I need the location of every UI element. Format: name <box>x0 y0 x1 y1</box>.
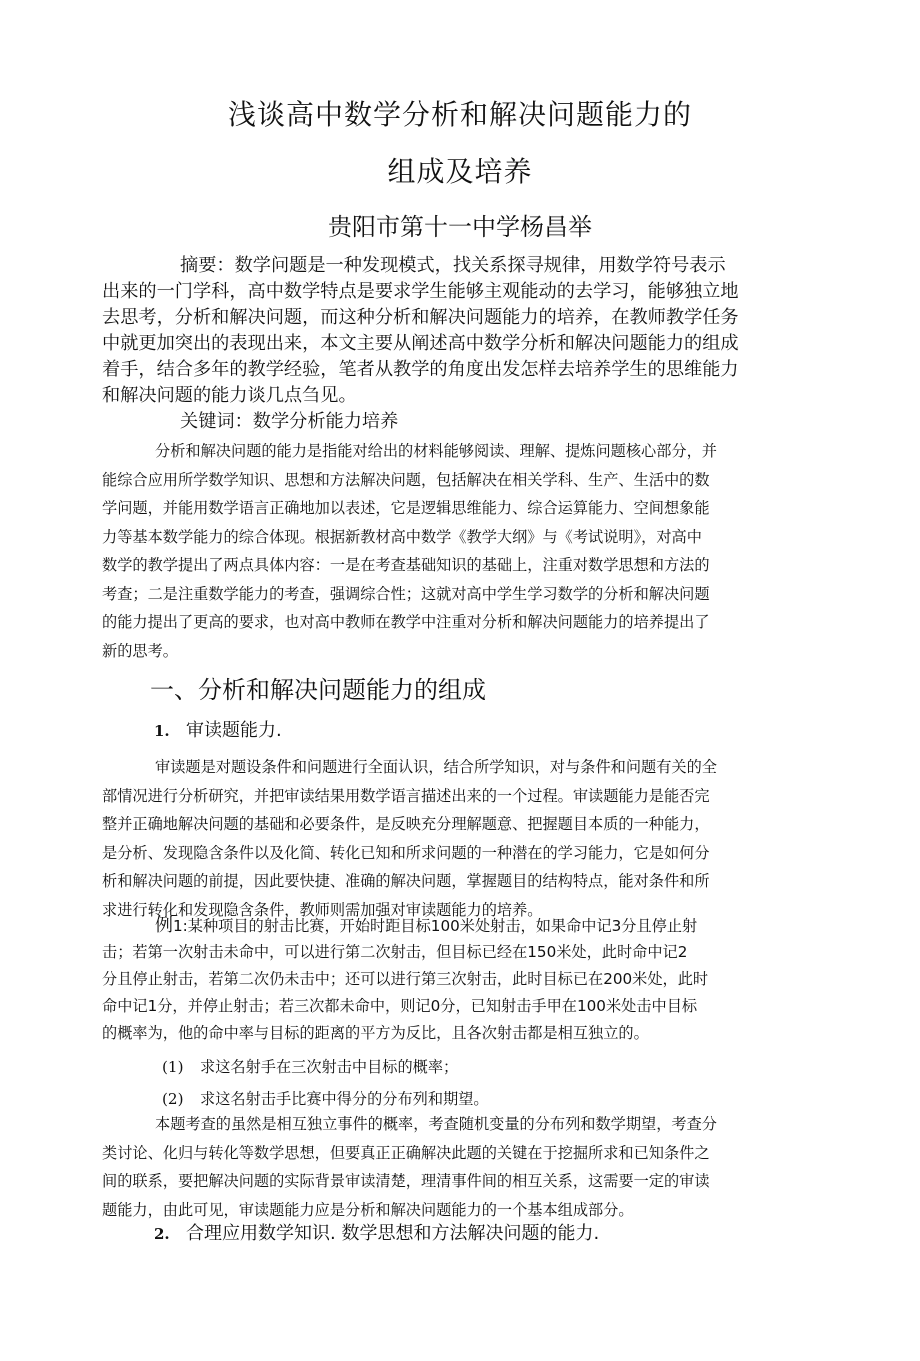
title-line-2: 组成及培养 <box>387 155 533 188</box>
question-number: (1) <box>162 1058 184 1076</box>
subsection-number: 1. <box>154 722 170 740</box>
paragraph-line: 间的联系，要把解决问题的实际背景审读清楚，理清事件间的相互关系，这需要一定的审读 <box>102 1172 710 1190</box>
abstract-line: 出来的一门学科，高中数学特点是要求学生能够主观能动的去学习，能够独立地 <box>102 281 739 302</box>
paragraph-line: 考查；二是注重数学能力的考查，强调综合性；这就对高中学生学习数学的分析和解决问题 <box>102 584 710 603</box>
example-line: 命中记1分，并停止射击；若三次都未命中，则记0分，已知射击手甲在100米处击中目标 <box>102 997 698 1015</box>
example-line <box>102 912 802 939</box>
subsection-title: 审读题能力. <box>186 720 282 741</box>
example-line: 的概率为，他的命中率与目标的距离的平方为反比，且各次射击都是相互独立的。 <box>102 1024 649 1042</box>
example-line: 击；若第一次射击未命中，可以进行第二次射击，但目标已经在150米处，此时命中记2 <box>102 943 688 961</box>
subsection-number: 2. <box>154 1225 170 1243</box>
example-text: 1:某种项目的射击比赛，开始时距目标100米处射击，如果命中记3分且停止射 <box>173 917 698 935</box>
example-problem <box>102 912 802 1047</box>
abstract-line: 着手，结合多年的教学经验，笔者从教学的角度出发怎样去培养学生的思维能力 <box>102 359 739 380</box>
question-number: (2) <box>162 1090 184 1108</box>
example-lead: 例 <box>155 915 173 936</box>
section-heading: 一、分析和解决问题能力的组成 <box>150 676 486 704</box>
paragraph-line: 部情况进行分析研究，并把审读结果用数学语言描述出来的一个过程。审读题能力是能否完 <box>102 786 710 805</box>
abstract-line: 中就更加突出的表现出来，本文主要从阐述高中数学分析和解决问题能力的组成 <box>102 333 739 354</box>
paragraph-line: 本题考查的虽然是相互独立事件的概率，考查随机变量的分布列和数学期望，考查分 <box>155 1115 717 1133</box>
paragraph-line: 类讨论、化归与转化等数学思想，但要真正正确解决此题的关键在于挖掘所求和已知条件之 <box>102 1143 710 1162</box>
paragraph-line: 整并正确地解决问题的基础和必要条件，是反映充分理解题意、把握题目本质的一种能力， <box>102 815 710 833</box>
question-text: 求这名射击手比赛中得分的分布列和期望。 <box>200 1090 489 1108</box>
paragraph-line: 是分析、发现隐含条件以及化简、转化已知和所求问题的一种潜在的学习能力，它是如何分 <box>102 843 710 862</box>
author: 贵阳市第十一中学杨昌举 <box>328 213 592 241</box>
analysis-paragraph <box>102 1110 802 1224</box>
paragraph-line: 的能力提出了更高的要求，也对高中教师在教学中注重对分析和解决问题能力的培养提出了 <box>102 613 710 631</box>
subsection-heading <box>154 716 282 742</box>
paragraph-line: 题能力，由此可见，审读题能力应是分析和解决问题能力的一个基本组成部分。 <box>102 1200 634 1219</box>
paragraph-line: 数学的教学提出了两点具体内容：一是在考查基础知识的基础上，注重对数学思想和方法的 <box>102 556 710 574</box>
abstract-line: 去思考，分析和解决问题，而这种分析和解决问题能力的培养，在教师教学任务 <box>102 307 739 328</box>
abstract-line: 和解决问题的能力谈几点刍见。 <box>102 385 357 406</box>
question-text: 求这名射手在三次射击中目标的概率； <box>200 1058 459 1076</box>
intro-paragraph <box>102 437 802 665</box>
question-item <box>162 1056 458 1077</box>
subsection-title: 合理应用数学知识. 数学思想和方法解决问题的能力. <box>186 1223 600 1244</box>
question-item <box>162 1088 489 1109</box>
reading-paragraph <box>102 753 802 924</box>
title-line-1: 浅谈高中数学分析和解决问题能力的 <box>227 98 692 131</box>
paragraph-line: 求进行转化和发现隐含条件，教师则需加强对审读题能力的培养。 <box>102 900 543 919</box>
paragraph-line: 分析和解决问题的能力是指能对给出的材料能够阅读、理解、提炼问题核心部分，并 <box>155 442 717 460</box>
abstract-line: 摘要：数学问题是一种发现模式，找关系探寻规律，用数学符号表示 <box>180 255 726 276</box>
subsection-heading <box>154 1219 599 1245</box>
paragraph-line: 能综合应用所学数学知识、思想和方法解决问题，包括解决在相关学科、生产、生活中的数 <box>102 470 710 489</box>
paragraph-line: 析和解决问题的前提，因此要快捷、准确的解决问题，掌握题目的结构特点，能对条件和所 <box>102 872 710 890</box>
example-line: 分且停止射击，若第二次仍未击中；还可以进行第三次射击，此时目标已在200米处，此时 <box>102 970 709 988</box>
paragraph-line: 新的思考。 <box>102 641 178 660</box>
paragraph-line: 力等基本数学能力的综合体现。根据新教材高中数学《教学大纲》与《考试说明》，对高中 <box>102 527 702 546</box>
paragraph-line: 审读题是对题设条件和问题进行全面认识，结合所学知识，对与条件和问题有关的全 <box>155 758 717 776</box>
abstract <box>102 253 802 435</box>
paragraph-line: 学问题，并能用数学语言正确地加以表述，它是逻辑思维能力、综合运算能力、空间想象能 <box>102 499 710 517</box>
keywords: 关键词：数学分析能力培养 <box>180 411 399 432</box>
